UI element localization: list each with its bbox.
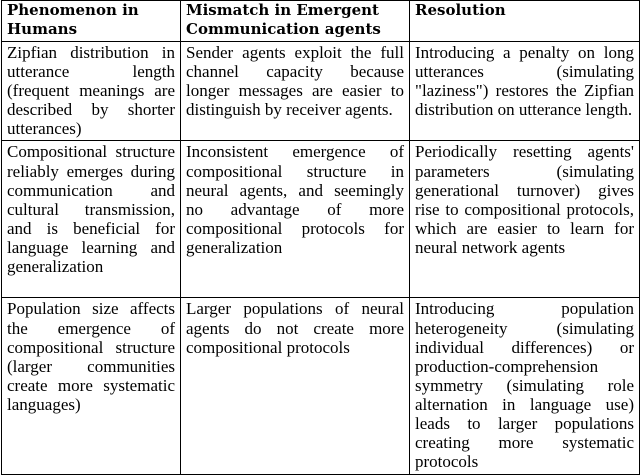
cell-resolution: Introducing a penalty on long utterances (simulating "laziness") restores the Zipfian distribution on utterance length.: [410, 42, 640, 141]
cell-mismatch: Inconsistent emergence of compositional structure in neural agents, and seemingly no advantage of more compositional protocols for generalization: [181, 141, 410, 298]
table-row: [2, 141, 640, 298]
table-row: [2, 42, 640, 141]
cell-phenomenon: Compositional structure reliably emerges during communication and cultural transmission, and is beneficial for language learning and generalization: [2, 141, 181, 298]
cell-mismatch: Sender agents exploit the full channel capacity because longer messages are easier to distinguish by receiver agents.: [181, 42, 410, 141]
header-resolution: Resolution: [410, 1, 640, 42]
cell-phenomenon: Population size affects the emergence of compositional structure (larger communities create more systematic languages): [2, 298, 181, 475]
cell-resolution: Periodically resetting agents' parameters (simulating generational turnover) gives rise to compositional protocols, which are easier to learn for neural network agents: [410, 141, 640, 298]
comparison-table: [1, 0, 640, 475]
header-mismatch: Mismatch in Emergent Communication agents: [181, 1, 410, 42]
header-row: [2, 1, 640, 42]
table-row: [2, 298, 640, 475]
cell-phenomenon: Zipfian distribution in utterance length (frequent meanings are described by shorter utterances): [2, 42, 181, 141]
cell-mismatch: Larger populations of neural agents do not create more compositional protocols: [181, 298, 410, 475]
cell-resolution: Introducing population heterogeneity (simulating individual differences) or production-comprehension symmetry (simulating role alternation in language use) leads to larger populations creating more systematic protocols: [410, 298, 640, 475]
header-phenomenon: Phenomenon in Humans: [2, 1, 181, 42]
